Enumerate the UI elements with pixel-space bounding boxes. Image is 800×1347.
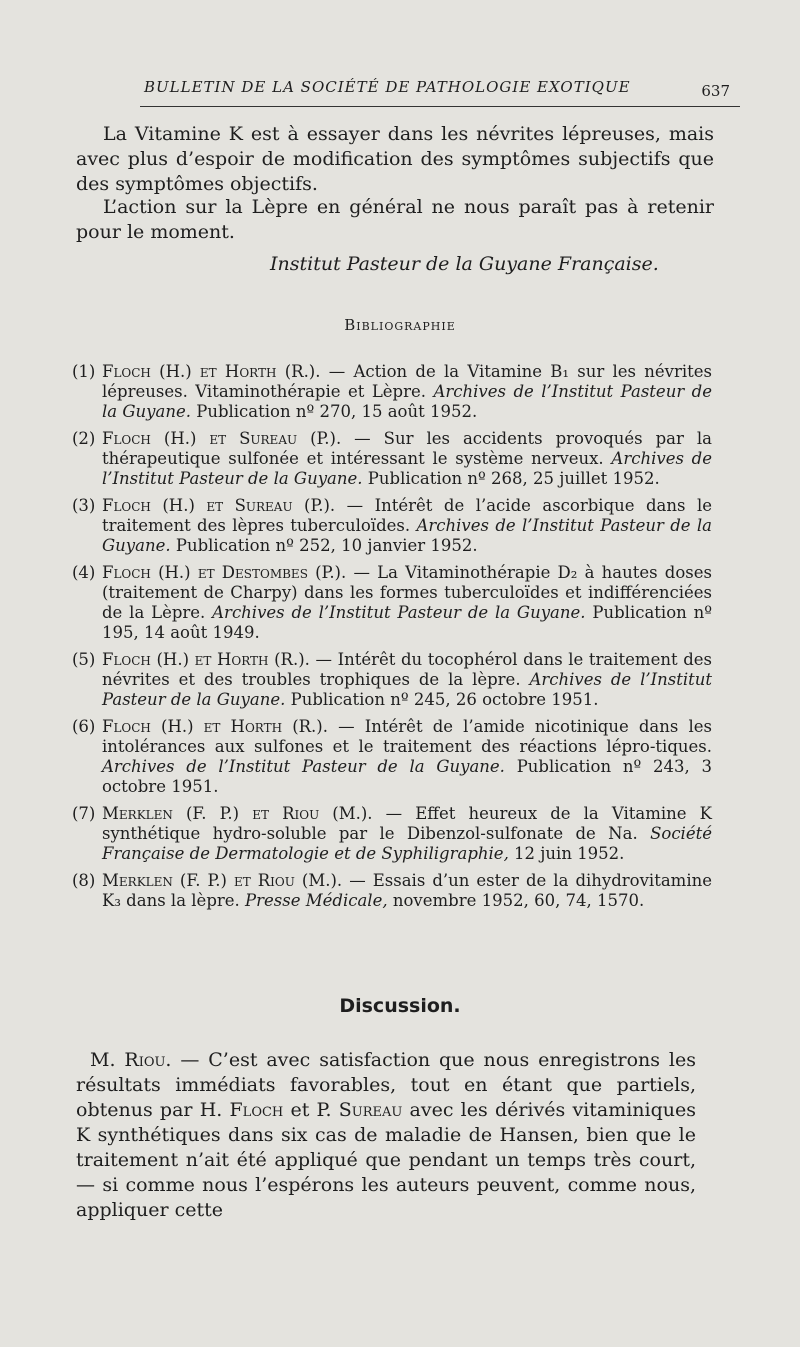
reference-number: (2)	[72, 429, 96, 448]
discussion-paragraph	[76, 1048, 696, 1223]
reference-journal: Archives de l’Institut Pasteur de la Guyane.	[102, 670, 713, 709]
reference-authors: Floch (H.) et Horth (R.).	[102, 362, 321, 381]
reference-tail: novembre 1952, 60, 74, 1570.	[387, 891, 645, 910]
reference-item	[72, 650, 712, 710]
reference-authors: Floch (H.) et Horth (R.).	[102, 650, 310, 669]
page-number: 637	[701, 82, 730, 100]
paragraph-vitamin-k: La Vitamine K est à essayer dans les névrites lépreuses, mais avec plus d’espoir de modification des symptômes subjectifs que des symptômes objectifs.	[76, 123, 714, 195]
reference-text: — Intérêt de l’amide nicotinique dans les intolérances aux sulfones et le traitement des réactions lépro-tiques.	[102, 717, 712, 756]
reference-text: — Intérêt de l’acide ascorbique dans le traitement des lèpres tuberculoïdes.	[102, 496, 712, 535]
reference-journal: Archives de l’Institut Pasteur de la Guyane.	[102, 449, 713, 488]
reference-text: — Action de la Vitamine B₁ sur les névrites lépreuses. Vitaminothérapie et Lèpre.	[102, 362, 712, 401]
reference-text: — La Vitaminothérapie D₂ à hautes doses (traitement de Charpy) dans les formes tuberculoïdes et indifférenciées de la Lèpre.	[102, 563, 712, 622]
reference-authors: Floch (H.) et Horth (R.).	[102, 717, 328, 736]
author-name-floch: H. Floch	[199, 1099, 284, 1121]
reference-authors: Floch (H.) et Destombes (P.).	[102, 563, 347, 582]
reference-item	[72, 496, 712, 556]
running-header	[140, 72, 740, 107]
reference-authors: Floch (H.) et Sureau (P.).	[102, 429, 342, 448]
reference-journal: Archives de l’Institut Pasteur de la Guyane.	[102, 382, 713, 421]
discussion-text: — C’est avec satisfaction que nous enregistrons les résultats immédiats favorables, tout en étant que partiels, obtenus par	[76, 1049, 696, 1121]
speaker-name: M. Riou.	[90, 1049, 172, 1071]
reference-tail: 12 juin 1952.	[508, 844, 625, 863]
reference-tail: Publication nº 195, 14 août 1949.	[102, 603, 712, 642]
reference-item	[72, 563, 712, 643]
reference-number: (6)	[72, 717, 96, 736]
reference-tail: Publication nº 270, 15 août 1952.	[190, 402, 478, 421]
paragraph-lepre-action: L’action sur la Lèpre en général ne nous paraît pas à retenir pour le moment.	[76, 196, 714, 243]
author-name-sureau: P. Sureau	[316, 1099, 403, 1121]
discussion-connector: et	[283, 1099, 317, 1121]
reference-journal: Archives de l’Institut Pasteur de la Guyane.	[102, 757, 505, 776]
reference-tail: Publication nº 243, 3 octobre 1951.	[102, 757, 712, 796]
reference-item	[72, 871, 712, 911]
reference-number: (5)	[72, 650, 96, 669]
reference-tail: Publication nº 252, 10 janvier 1952.	[170, 536, 478, 555]
discussion-rest: avec les dérivés vitaminiques K synthétiques dans six cas de maladie de Hansen, bien que le traitement n’ait été appliqué que pendant un temps très court, — si comme nous l’espérons les auteurs peuvent, comme nous, appliquer cette	[76, 1099, 697, 1221]
reference-number: (3)	[72, 496, 96, 515]
reference-list	[72, 362, 712, 918]
institution-signature: Institut Pasteur de la Guyane Française.	[270, 253, 659, 275]
reference-authors: Merklen (F. P.) et Riou (M.).	[102, 871, 343, 890]
journal-title: BULLETIN DE LA SOCIÉTÉ DE PATHOLOGIE EXOTIQUE	[144, 78, 631, 96]
reference-journal: Société Française de Dermatologie et de Syphiligraphie,	[102, 824, 712, 863]
reference-text: — Sur les accidents provoqués par la thérapeutique sulfonée et intéressant le système nerveux.	[102, 429, 712, 468]
reference-text: — Effet heureux de la Vitamine K synthétique hydro-soluble par le Dibenzol-sulfonate de Na.	[102, 804, 712, 843]
reference-authors: Floch (H.) et Sureau (P.).	[102, 496, 336, 515]
reference-tail: Publication nº 268, 25 juillet 1952.	[362, 469, 660, 488]
reference-journal: Presse Médicale,	[245, 891, 388, 910]
bibliography-heading: Bibliographie	[344, 316, 456, 334]
discussion-heading: Discussion.	[339, 995, 461, 1017]
reference-authors: Merklen (F. P.) et Riou (M.).	[102, 804, 373, 823]
reference-number: (8)	[72, 871, 96, 890]
reference-text: — Intérêt du tocophérol dans le traitement des névrites et des troubles trophiques de la lèpre.	[102, 650, 712, 689]
reference-text: — Essais d’un ester de la dihydrovitamine K₃ dans la lèpre.	[102, 871, 712, 910]
reference-journal: Archives de l’Institut Pasteur de la Guyane.	[102, 516, 713, 555]
reference-item	[72, 429, 712, 489]
reference-item	[72, 804, 712, 864]
reference-journal: Archives de l’Institut Pasteur de la Guyane.	[212, 603, 586, 622]
reference-number: (7)	[72, 804, 96, 823]
reference-number: (1)	[72, 362, 96, 381]
reference-number: (4)	[72, 563, 96, 582]
reference-item	[72, 717, 712, 797]
reference-item	[72, 362, 712, 422]
reference-tail: Publication nº 245, 26 octobre 1951.	[285, 690, 599, 709]
